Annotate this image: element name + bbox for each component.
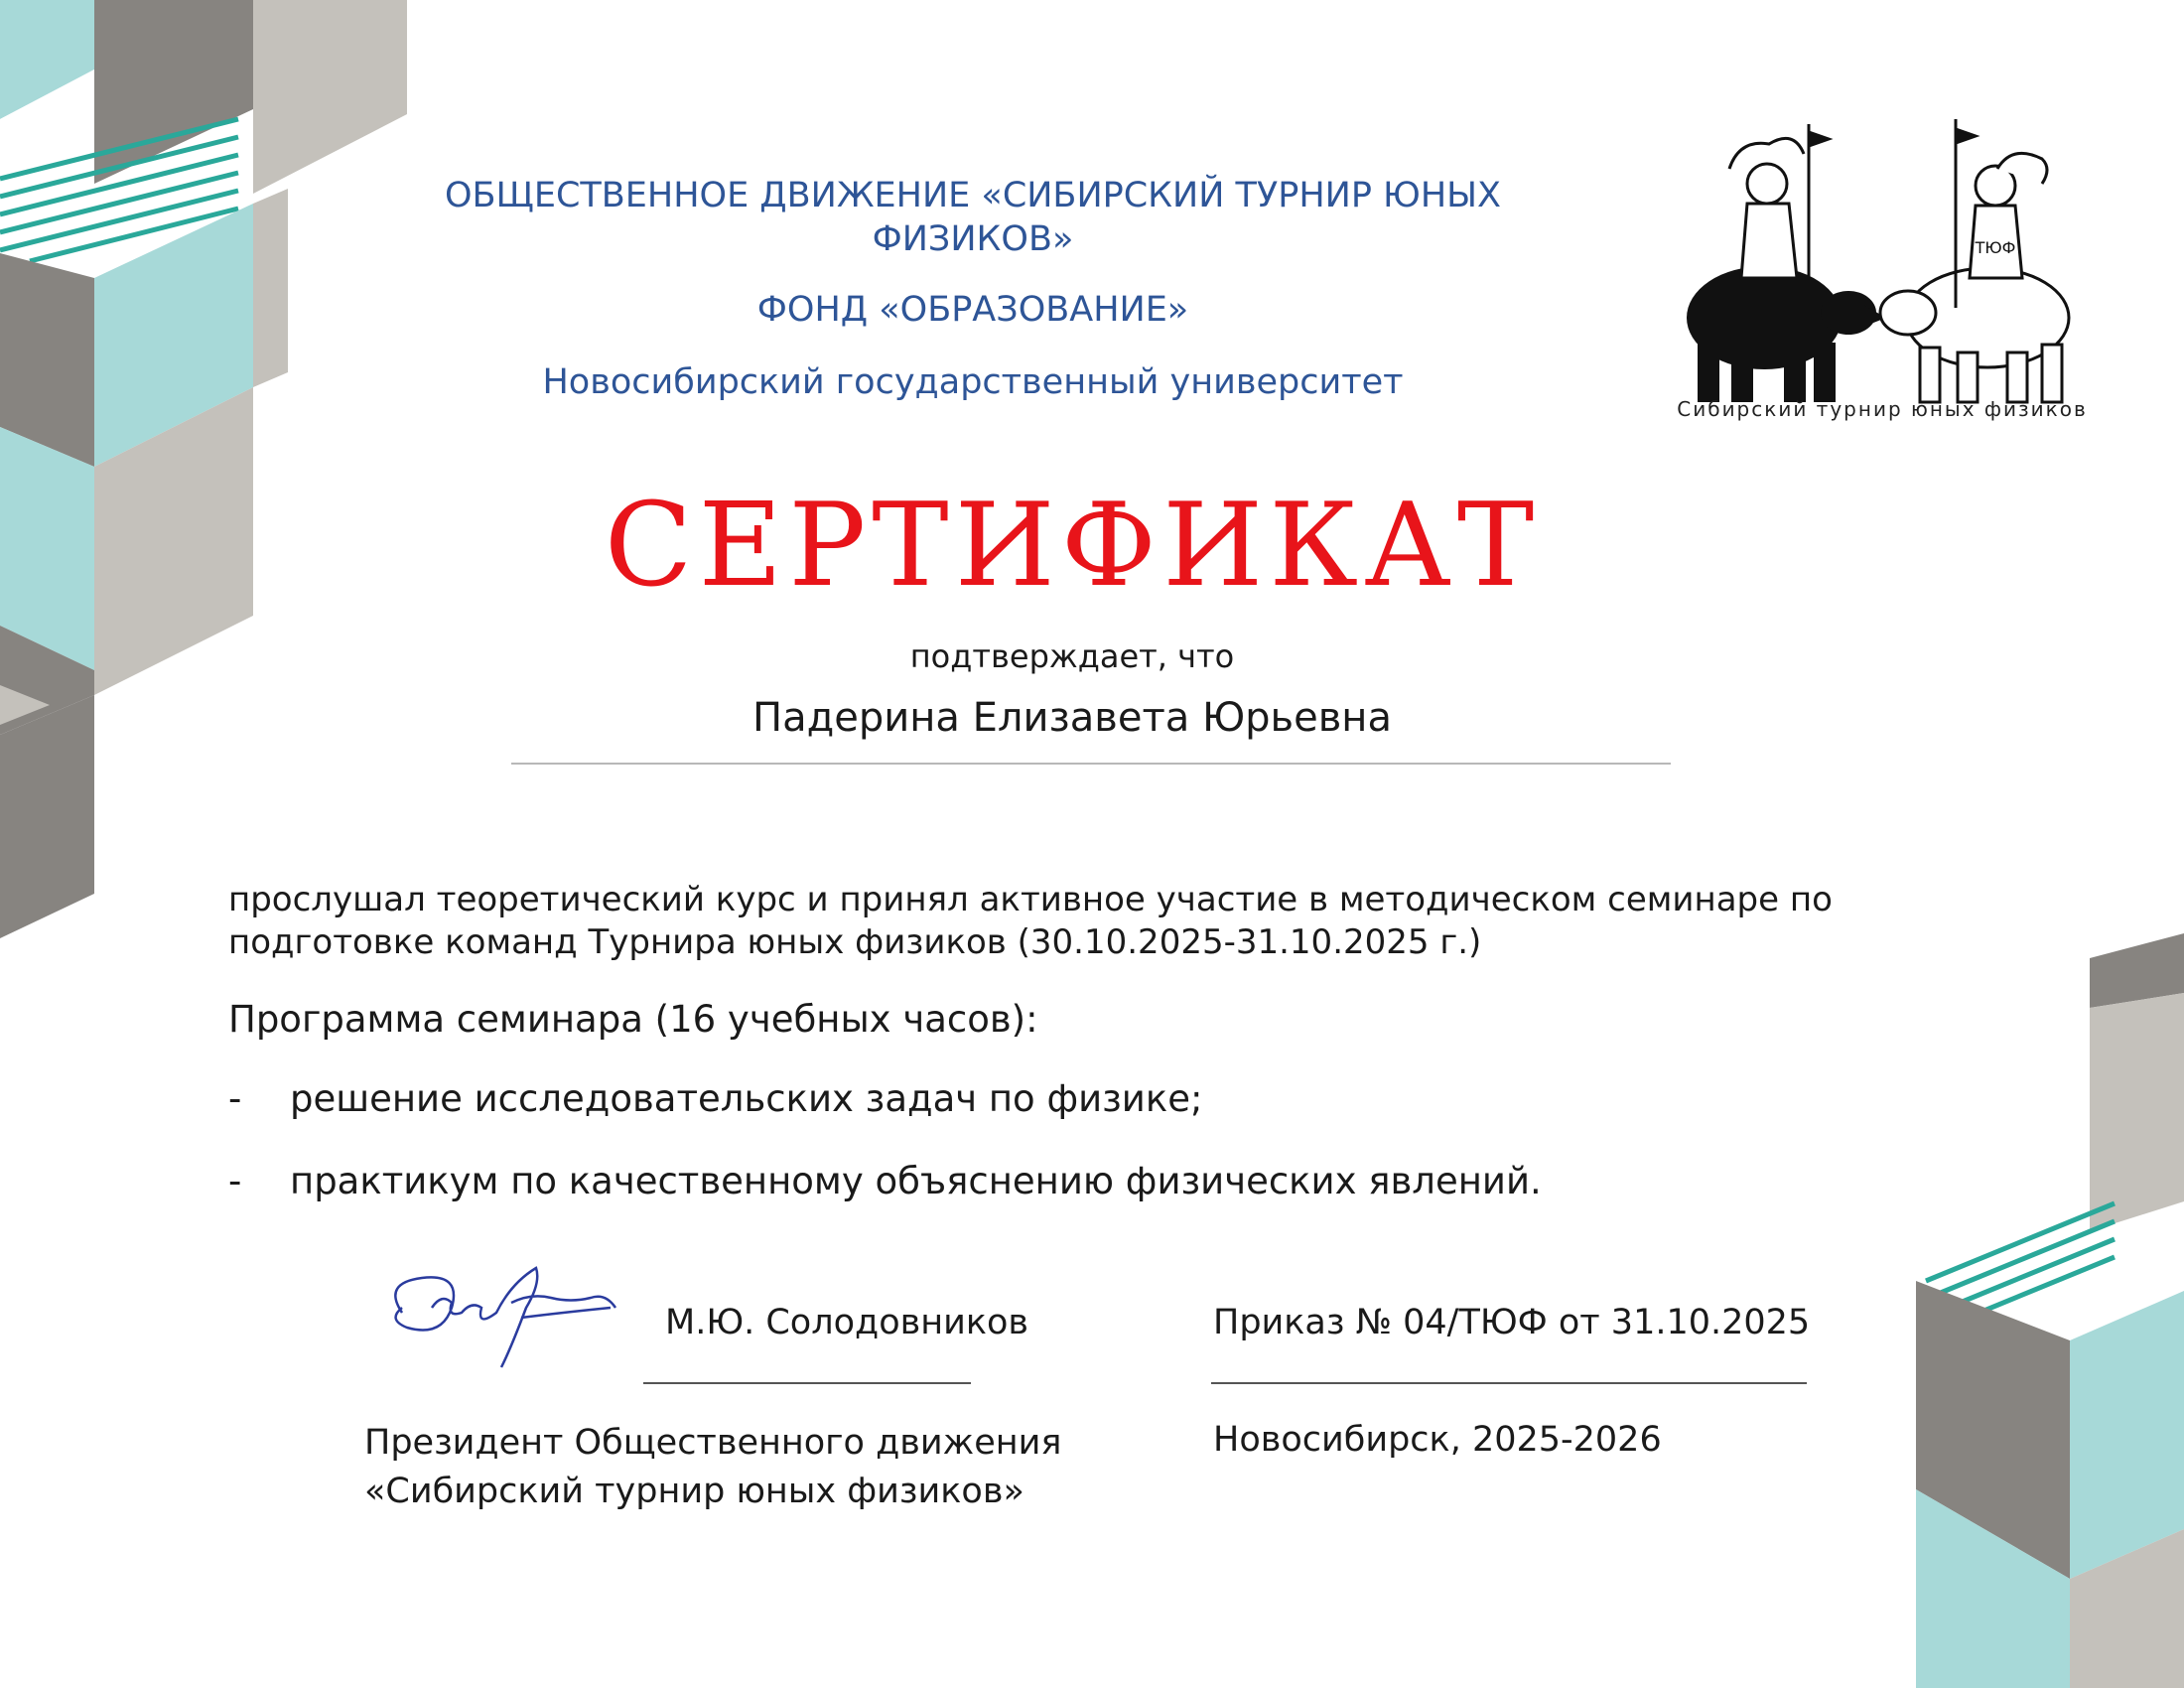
signature-line	[643, 1382, 971, 1384]
organizer-name	[417, 174, 1529, 261]
organizer-line-2: ФИЗИКОВ»	[872, 219, 1074, 259]
signer-position-line-2: «Сибирский турнир юных физиков»	[364, 1472, 1024, 1511]
knight-icon	[1729, 124, 1829, 303]
foundation-name: ФОНД «ОБРАЗОВАНИЕ»	[756, 290, 1189, 330]
confirms-text: подтверждает, что	[909, 637, 1235, 675]
decorative-cubes-right	[1916, 933, 2184, 1688]
signer-position-line-1: Президент Общественного движения	[364, 1423, 1062, 1463]
recipient-underline	[511, 763, 1671, 765]
bullet-dash: -	[228, 1160, 242, 1202]
university-name: Новосибирский государственный университет	[542, 362, 1404, 402]
program-item	[228, 1077, 1926, 1120]
bullet-dash: -	[228, 1077, 242, 1120]
logo-caption: Сибирский турнир юных физиков	[1677, 397, 2088, 421]
decorative-cubes-left	[0, 0, 417, 953]
logo-shield-text: ТЮФ	[1975, 238, 2016, 257]
signer-name: М.Ю. Солодовников	[665, 1303, 1029, 1342]
program-item-text: решение исследовательских задач по физике;	[290, 1077, 1203, 1120]
certificate-title: СЕРТИФИКАТ	[604, 479, 1541, 613]
body-line-2: подготовке команд Турнира юных физиков (30.10.2025-31.10.2025 г.)	[228, 922, 1482, 962]
order-underline	[1211, 1382, 1807, 1384]
city-year: Новосибирск, 2025-2026	[1213, 1420, 1662, 1460]
order-reference: Приказ № 04/ТЮФ от 31.10.2025	[1213, 1303, 1811, 1342]
organizer-line-1: ОБЩЕСТВЕННОЕ ДВИЖЕНИЕ «СИБИРСКИЙ ТУРНИР ЮНЫХ	[444, 176, 1502, 215]
program-title: Программа семинара (16 учебных часов):	[228, 998, 1038, 1041]
body-line-1: прослушал теоретический курс и принял активное участие в методическом семинаре по	[228, 880, 1833, 919]
white-bear-icon	[1880, 268, 2069, 402]
certificate-body	[228, 879, 1926, 964]
handwritten-signature	[372, 1253, 640, 1382]
black-bear-icon	[1687, 266, 1886, 402]
program-item-text: практикум по качественному объяснению физических явлений.	[290, 1160, 1542, 1202]
tournament-logo	[1660, 99, 2105, 427]
recipient-name: Падерина Елизавета Юрьевна	[752, 695, 1392, 741]
program-item	[228, 1160, 1926, 1202]
